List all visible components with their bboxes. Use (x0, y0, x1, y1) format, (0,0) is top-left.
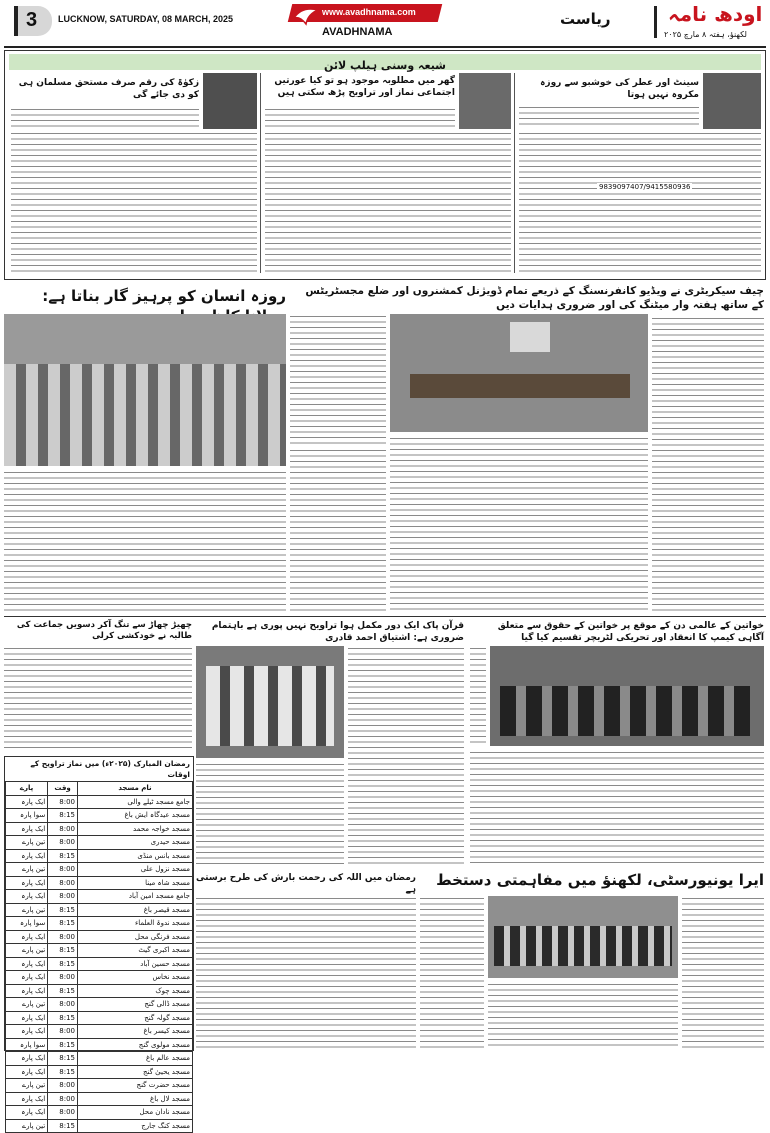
table-row (6, 809, 193, 823)
masthead (0, 0, 770, 44)
prayer-gathering-photo (4, 314, 286, 466)
table-header-row (6, 782, 193, 796)
table-row (6, 944, 193, 958)
mosque-cell: مسجد نادان محل (78, 1106, 193, 1120)
time-cell: 8:00 (48, 1025, 78, 1039)
mosque-cell: مسجد ڈالی گنج (78, 998, 193, 1012)
table-row (6, 1052, 193, 1066)
paras-cell: ایک پارہ (6, 1065, 48, 1079)
ramadan-rain-text (196, 896, 416, 1048)
mosque-cell: مسجد لال باغ (78, 1092, 193, 1106)
quran-headline: قرآن پاک ایک دور مکمل ہوا تراویح نہیں پوری ہے باہتمام ضروری ہے: اشتیاق احمد قادری (211, 621, 464, 643)
mosque-cell: مسجد قیصر باغ (78, 903, 193, 917)
helpline-col3-headline: زکوٰۃ کی رقم صرف مستحق مسلمان ہی کو دی جائے گی (18, 78, 199, 100)
time-cell: 8:15 (48, 1011, 78, 1025)
masthead-divider (654, 6, 657, 38)
mou-headline-box (420, 870, 764, 892)
helpline-phone: 9839097407/9415580936 (599, 183, 691, 191)
helpline-banner-text: شیعہ وسنی ہیلپ لائن (323, 59, 446, 72)
paras-cell: تین پارے (6, 998, 48, 1012)
table-row (6, 1025, 193, 1039)
mou-text-left (420, 896, 484, 1048)
paras-cell: ایک پارہ (6, 849, 48, 863)
paras-cell: سوا پارہ (6, 917, 48, 931)
taraweeh-title: رمضان المبارک (۲۰۲۵ء) میں نماز تراویح کے اوقات (30, 759, 190, 779)
time-cell: 8:00 (48, 971, 78, 985)
masthead-rule (4, 46, 766, 48)
table-row (6, 890, 193, 904)
table-row (6, 930, 193, 944)
time-cell: 8:00 (48, 863, 78, 877)
chief-secretary-text-left (290, 314, 386, 444)
time-cell: 8:00 (48, 795, 78, 809)
mosque-cell: مسجد حیدری (78, 836, 193, 850)
paras-cell: تین پارے (6, 944, 48, 958)
paras-cell: ایک پارہ (6, 930, 48, 944)
section-name: ریاست (560, 10, 611, 28)
video-conference-photo (390, 314, 648, 432)
paras-cell: ایک پارہ (6, 1025, 48, 1039)
mosque-cell: مسجد عالم باغ (78, 1052, 193, 1066)
paras-cell: ایک پارہ (6, 957, 48, 971)
mosque-cell: مسجد کیسر باغ (78, 1025, 193, 1039)
time-cell: 8:15 (48, 984, 78, 998)
table-row (6, 903, 193, 917)
quran-text-right (348, 646, 464, 866)
chief-secretary-headline: چیف سیکریٹری نے ویڈیو کانفرنسنگ کے ذریعے تمام ڈویژنل کمشنروں اور ضلع مجسٹریٹس کے ساتھ ہفتہ وار میٹنگ کی اور ضروری ہدایات دیں (305, 285, 764, 311)
mosque-cell: مسجد ندوۃ العلماء (78, 917, 193, 931)
time-cell: 8:00 (48, 822, 78, 836)
chief-secretary-text-right (652, 316, 764, 612)
paras-cell: ایک پارہ (6, 795, 48, 809)
roza-text-2 (290, 448, 386, 612)
table-row (6, 1119, 193, 1133)
time-cell: 8:15 (48, 1038, 78, 1052)
paper-logo-ur: اودھ نامہ (668, 2, 763, 26)
time-cell: 8:00 (48, 1092, 78, 1106)
helpline-banner (9, 54, 761, 70)
time-cell: 8:15 (48, 849, 78, 863)
mosque-cell: مسجد خواجہ محمد (78, 822, 193, 836)
quran-event-photo (196, 646, 344, 758)
table-row (6, 876, 193, 890)
website-link[interactable]: www.avadhnama.com (322, 7, 416, 17)
time-cell: 8:15 (48, 957, 78, 971)
mosque-cell: مسجد نزول علی (78, 863, 193, 877)
table-row (6, 1038, 193, 1052)
helpline-col3-text (11, 107, 199, 129)
scholar-photo-3 (203, 73, 257, 129)
paras-cell: تین پارے (6, 836, 48, 850)
time-cell: 8:15 (48, 944, 78, 958)
mosque-cell: مسجد حضرت گنج (78, 1079, 193, 1093)
helpline-col2-text-2 (265, 131, 511, 275)
mosque-cell: مسجد نخاس (78, 971, 193, 985)
table-row (6, 1092, 193, 1106)
paras-cell: سوا پارہ (6, 809, 48, 823)
table-row (6, 795, 193, 809)
mosque-cell: مسجد حسین آباد (78, 957, 193, 971)
col-header-time: وقت (48, 782, 78, 796)
mou-headline: ایرا یونیورسٹی، لکھنؤ میں مفاہمتی دستخط (436, 871, 764, 889)
time-cell: 8:15 (48, 917, 78, 931)
time-cell: 8:00 (48, 930, 78, 944)
helpline-col3-text-2 (11, 131, 257, 275)
paras-cell: ایک پارہ (6, 1052, 48, 1066)
paras-cell: تین پارے (6, 1079, 48, 1093)
time-cell: 8:00 (48, 836, 78, 850)
mou-text-right (682, 896, 764, 1048)
table-row (6, 863, 193, 877)
paras-cell: ایک پارہ (6, 1106, 48, 1120)
table-row (6, 984, 193, 998)
time-cell: 8:00 (48, 890, 78, 904)
time-cell: 8:00 (48, 998, 78, 1012)
paras-cell: ایک پارہ (6, 876, 48, 890)
urdu-date: لکھنؤ، ہفتہ ۸ مارچ ۲۰۲۵ (664, 30, 747, 39)
scholar-photo-1 (703, 73, 761, 129)
helpline-col2-headline: گھر میں مطلوبہ موجود ہو تو کیا عورتیں اجتماعی نماز اور تراویح پڑھ سکتی ہیں (274, 76, 455, 98)
roza-text (4, 470, 286, 612)
helpline-col2-text (265, 107, 455, 129)
womens-camp-photo (490, 646, 764, 746)
ramadan-rain-headline: رمضان میں اللہ کی رحمت بارش کی طرح برستی ہے (196, 873, 416, 895)
mosque-cell: مسجد فرنگی محل (78, 930, 193, 944)
table-row (6, 822, 193, 836)
chief-secretary-text-mid (390, 436, 648, 612)
time-cell: 8:15 (48, 1052, 78, 1066)
col-header-mosque: نام مسجد (78, 782, 193, 796)
paras-cell: تین پارے (6, 903, 48, 917)
mosque-cell: مسجد چوک (78, 984, 193, 998)
table-row (6, 971, 193, 985)
table-row (6, 1106, 193, 1120)
helpline-col1-text (519, 105, 699, 129)
time-cell: 8:00 (48, 1106, 78, 1120)
mosque-cell: مسجد بانس منڈی (78, 849, 193, 863)
paras-cell: ایک پارہ (6, 971, 48, 985)
suicide-text (4, 646, 192, 752)
helpline-col1-headline: سینٹ اور عطر کی خوشبو سے روزہ مکروہ نہیں ہوتا (540, 78, 699, 100)
mosque-cell: مسجد یحییٰ گنج (78, 1065, 193, 1079)
mosque-cell: مسجد شاہ مینا (78, 876, 193, 890)
table-row (6, 849, 193, 863)
time-cell: 8:00 (48, 1079, 78, 1093)
dateline: LUCKNOW, SATURDAY, 08 MARCH, 2025 (58, 14, 234, 24)
quran-text-left (196, 762, 344, 866)
time-cell: 8:15 (48, 1065, 78, 1079)
mosque-cell: مسجد کنگ جارج (78, 1119, 193, 1133)
section-rule (4, 616, 766, 617)
paper-name-en: AVADHNAMA (322, 26, 393, 38)
logo-mark-icon (292, 4, 320, 28)
table-row (6, 1065, 193, 1079)
time-cell: 8:00 (48, 876, 78, 890)
mosque-cell: مسجد اکبری گیٹ (78, 944, 193, 958)
page-number: 3 (26, 9, 38, 31)
helpline-col1-text-2 (519, 131, 761, 275)
taraweeh-table-box (4, 756, 194, 1130)
column-rule-2 (260, 73, 261, 273)
time-cell: 8:15 (48, 903, 78, 917)
table-row (6, 998, 193, 1012)
table-row (6, 1079, 193, 1093)
womens-day-text-2 (470, 646, 486, 746)
table-row (6, 1011, 193, 1025)
womens-day-headline: خواتین کے عالمی دن کے موقع پر خواتین کے حقوق سے متعلق آگاہی کیمپ کا انعقاد اور تحریکی لٹریچر تقسیم کیا گیا (497, 621, 764, 643)
roza-headline: روزہ انسان کو پرہیز گار بناتا ہے: (42, 287, 286, 305)
scholar-photo-2 (459, 73, 511, 129)
column-rule (514, 73, 515, 273)
mosque-cell: مسجد مولوی گنج (78, 1038, 193, 1052)
mosque-cell: جامع مسجد ٹیلے والی (78, 795, 193, 809)
table-row (6, 836, 193, 850)
time-cell: 8:15 (48, 1119, 78, 1133)
mosque-cell: مسجد عیدگاہ ایش باغ (78, 809, 193, 823)
mou-text-bottom (488, 982, 678, 1048)
mosque-cell: مسجد گولہ گنج (78, 1011, 193, 1025)
mosque-cell: جامع مسجد امین آباد (78, 890, 193, 904)
helpline-section (4, 50, 766, 280)
table-row (6, 957, 193, 971)
womens-day-text (470, 750, 764, 866)
mou-signing-photo (488, 896, 678, 978)
suicide-headline: چھیڑ چھاڑ سے تنگ آکر دسویں جماعت کی طالبہ نے خودکشی کرلی (16, 620, 192, 641)
paras-cell: ایک پارہ (6, 1092, 48, 1106)
table-row (6, 917, 193, 931)
paras-cell: ایک پارہ (6, 890, 48, 904)
paras-cell: تین پارے (6, 863, 48, 877)
time-cell: 8:15 (48, 809, 78, 823)
paras-cell: ایک پارہ (6, 1011, 48, 1025)
paras-cell: ایک پارہ (6, 822, 48, 836)
col-header-paras: پارے (6, 782, 48, 796)
paras-cell: تین پارے (6, 1119, 48, 1133)
paras-cell: ایک پارہ (6, 984, 48, 998)
taraweeh-table (5, 781, 193, 1133)
page-number-badge (14, 6, 52, 36)
paras-cell: سوا پارہ (6, 1038, 48, 1052)
